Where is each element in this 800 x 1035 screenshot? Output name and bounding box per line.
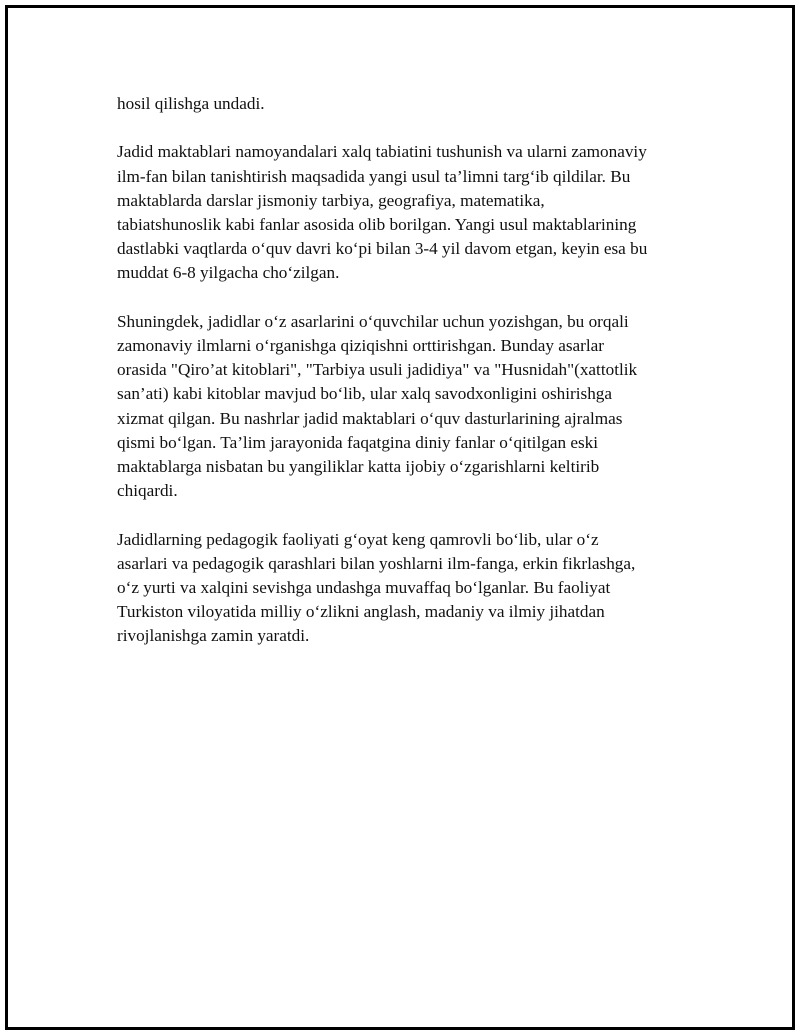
text-line: chiqardi. bbox=[117, 481, 178, 501]
text-line: ilm-fan bilan tanishtirish maqsadida yangi usul ta’limni targ‘ib qildilar. Bu bbox=[117, 166, 631, 186]
text-line: asarlari va pedagogik qarashlari bilan yoshlarni ilm-fanga, erkin fikrlashga, bbox=[117, 553, 636, 573]
paragraph-3 bbox=[117, 310, 697, 504]
text-line: tabiatshunoslik kabi fanlar asosida olib borilgan. Yangi usul maktablarining bbox=[117, 215, 637, 234]
text-line: maktablarda darslar jismoniy tarbiya, geografiya, matematika, bbox=[117, 190, 545, 210]
text-line: Jadidlarning pedagogik faoliyati g‘oyat keng qamrovli bo‘lib, ular o‘z bbox=[117, 529, 599, 549]
text-line: dastlabki vaqtlarda o‘quv davri ko‘pi bilan 3-4 yil davom etgan, keyin esa bu bbox=[117, 239, 648, 259]
text-line: orasida "Qiro’at kitoblari", "Tarbiya usuli jadidiya" va "Husnidah"(xattotlik bbox=[117, 360, 638, 380]
paragraph-2 bbox=[117, 140, 697, 285]
paragraph-1 bbox=[117, 92, 697, 116]
text-line: Shuningdek, jadidlar o‘z asarlarini o‘quvchilar uchun yozishgan, bu orqali bbox=[117, 311, 629, 331]
document-body bbox=[117, 92, 697, 673]
text-line: xizmat qilgan. Bu nashrlar jadid maktablari o‘quv dasturlarining ajralmas bbox=[117, 408, 623, 428]
text-line: muddat 6-8 yilgacha cho‘zilgan. bbox=[117, 263, 340, 283]
text-line: hosil qilishga undadi. bbox=[117, 94, 265, 113]
text-line: rivojlanishga zamin yaratdi. bbox=[117, 626, 310, 646]
paragraph-4 bbox=[117, 528, 697, 649]
text-line: maktablarga nisbatan bu yangiliklar katta ijobiy o‘zgarishlarni keltirib bbox=[117, 457, 600, 477]
text-line: o‘z yurti va xalqini sevishga undashga muvaffaq bo‘lganlar. Bu faoliyat bbox=[117, 578, 611, 598]
text-line: zamonaviy ilmlarni o‘rganishga qiziqishni orttirishgan. Bunday asarlar bbox=[117, 336, 605, 355]
text-line: Jadid maktablari namoyandalari xalq tabiatini tushunish va ularni zamonaviy bbox=[117, 142, 647, 162]
text-line: qismi bo‘lgan. Ta’lim jarayonida faqatgina diniy fanlar o‘qitilgan eski bbox=[117, 432, 599, 452]
text-line: Turkiston viloyatida milliy o‘zlikni anglash, madaniy va ilmiy jihatdan bbox=[117, 602, 605, 622]
text-line: san’ati) kabi kitoblar mavjud bo‘lib, ular xalq savodxonligini oshirishga bbox=[117, 384, 613, 404]
